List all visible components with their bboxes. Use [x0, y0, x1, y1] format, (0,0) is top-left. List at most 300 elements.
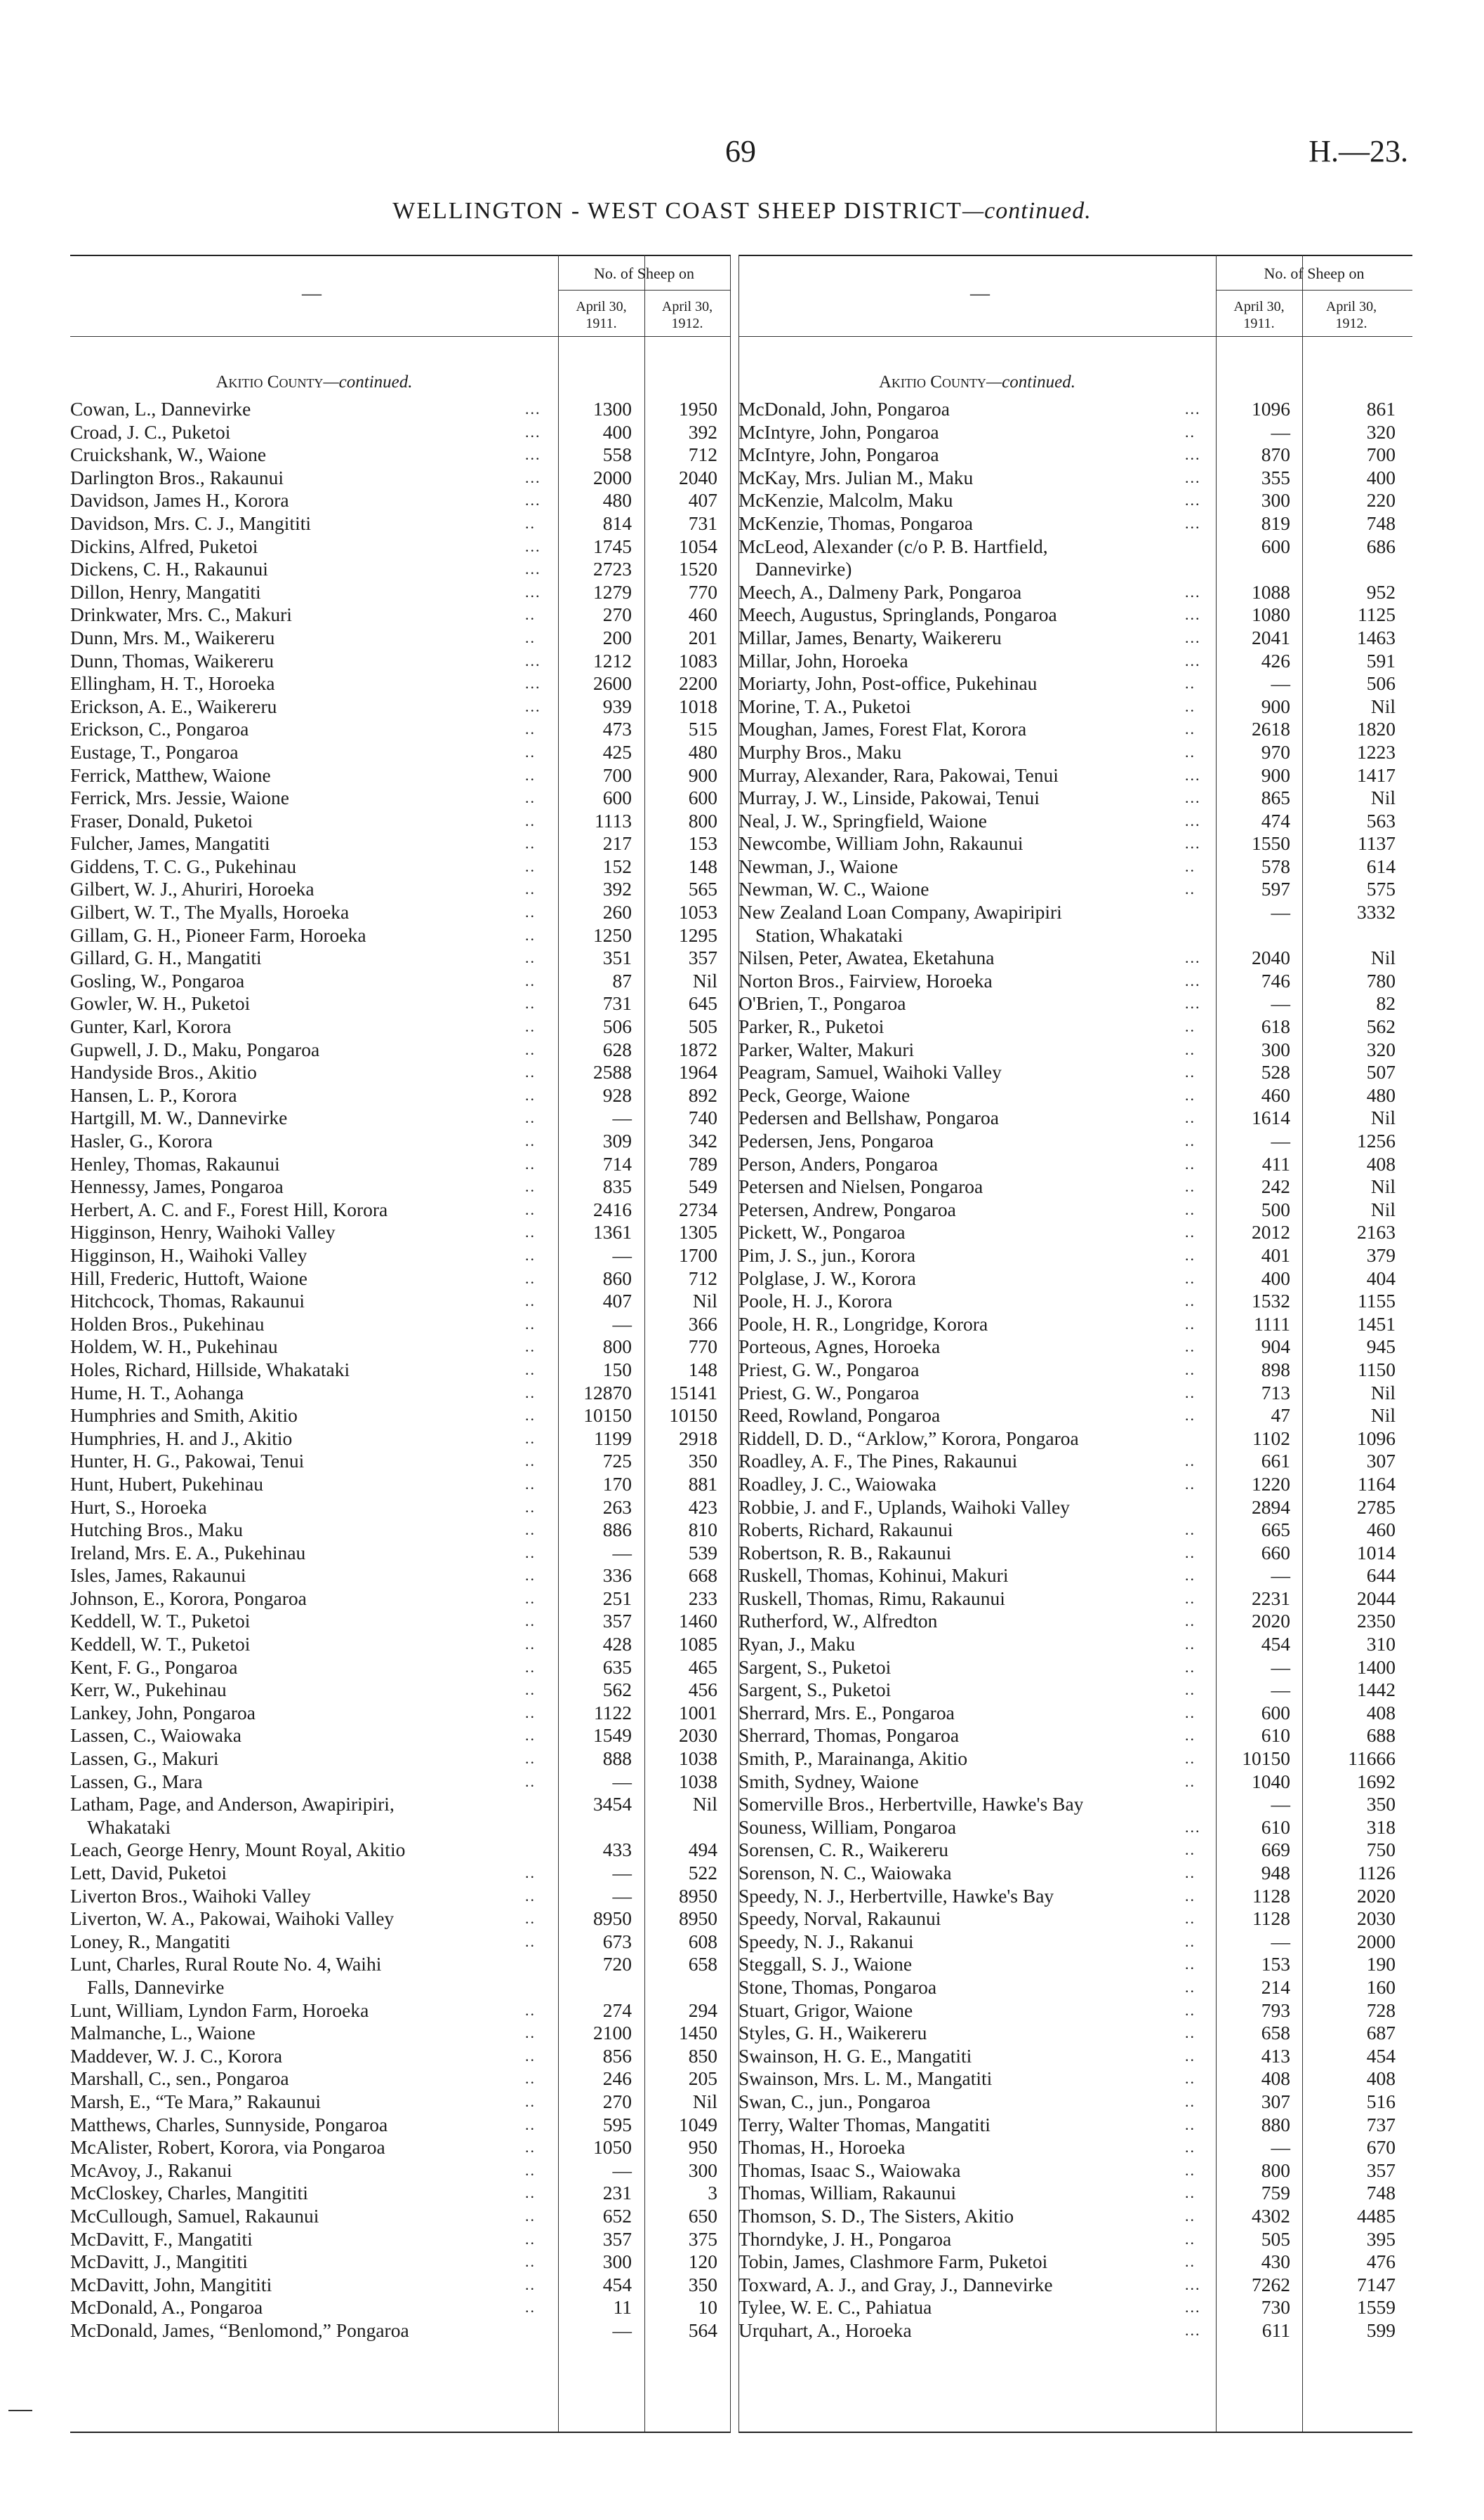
sheep-1912-value: Nil: [692, 2090, 717, 2112]
entry-name: Ireland, Mrs. E. A., Pukehinau: [70, 1541, 306, 1564]
table-row: [70, 1359, 730, 1382]
sheep-1911-value: 474: [1261, 809, 1290, 832]
leader-dots: ..: [525, 2001, 536, 2019]
entry-name: Lunt, Charles, Rural Route No. 4, Waihi: [70, 1953, 382, 1975]
sheep-1912-value: 7147: [1357, 2273, 1396, 2295]
sheep-1912-value: 1256: [1357, 1130, 1396, 1152]
sheep-1912-value: 850: [688, 2044, 717, 2067]
entry-name: Hurt, S., Horoeka: [70, 1495, 207, 1518]
table-row: [70, 1656, 730, 1679]
entry-name: Dillon, Henry, Mangatiti: [70, 580, 261, 603]
sheep-1912-value: 160: [1366, 1975, 1396, 1998]
sheep-1912-value: 686: [1366, 535, 1396, 557]
sheep-1911-value: 2231: [1252, 1587, 1290, 1609]
county-name: Akitio County: [878, 373, 986, 392]
entry-name: Riddell, D. D., “Arklow,” Korora, Pongaroa: [738, 1427, 1079, 1449]
sheep-1911-value: 628: [602, 1038, 632, 1060]
table-row: [70, 1999, 730, 2022]
sheep-1912-value: 1463: [1357, 626, 1396, 648]
sheep-1911-value: 2416: [593, 1198, 632, 1220]
sheep-1911-value: 355: [1261, 466, 1290, 488]
table-row: [738, 1771, 1412, 1794]
right-table: [738, 255, 1412, 2437]
sheep-1911-value: 270: [602, 604, 632, 626]
table-row: [70, 1244, 730, 1267]
table-row: [738, 2205, 1412, 2228]
sheep-1911-value: —: [1271, 1793, 1290, 1815]
entry-name: Pim, J. S., jun., Korora: [738, 1244, 916, 1266]
table-row: [70, 947, 730, 970]
table-row: [70, 398, 730, 421]
leader-dots: ..: [525, 1703, 536, 1721]
sheep-1911-value: 2012: [1252, 1221, 1290, 1244]
leader-dots: ..: [1185, 1841, 1195, 1859]
sheep-1912-value: 740: [688, 1107, 717, 1129]
leader-dots: ..: [525, 1246, 536, 1264]
sheep-1912-value: 2020: [1357, 1884, 1396, 1907]
sheep-1912-value: 294: [688, 1999, 717, 2021]
sheep-1911-value: 2020: [1252, 1610, 1290, 1632]
leader-dots: ..: [525, 971, 536, 989]
leader-dots: ..: [525, 2275, 536, 2293]
sheep-1912-value: 670: [1366, 2136, 1396, 2159]
sheep-1912-value: 2734: [679, 1198, 717, 1220]
sheep-1911-value: 713: [1261, 1381, 1290, 1404]
sheep-1912-value: 400: [1366, 466, 1396, 488]
leader-dots: ..: [525, 606, 536, 624]
table-row: [738, 2114, 1412, 2137]
sheep-1912-value: 505: [688, 1015, 717, 1038]
entry-name: Speedy, Norval, Rakaunui: [738, 1907, 941, 1930]
sheep-1911-value: 2040: [1252, 947, 1290, 969]
table-row: [738, 1382, 1412, 1405]
table-row: [738, 2067, 1412, 2091]
table-row: [70, 855, 730, 879]
leader-dots: ...: [1185, 400, 1201, 418]
sheep-1912-value: 454: [1366, 2044, 1396, 2067]
table-row: [738, 1564, 1412, 1587]
leader-dots: ..: [1185, 2092, 1195, 2110]
entry-name: Parker, R., Puketoi: [738, 1015, 885, 1038]
sheep-1912-value: 600: [688, 787, 717, 809]
sheep-1911-value: 4302: [1252, 2204, 1290, 2227]
sheep-1912-value: 1126: [1358, 1862, 1396, 1884]
leader-dots: ..: [525, 789, 536, 807]
entry-name: Maddever, W. J. C., Korora: [70, 2044, 283, 2067]
table-row: [738, 2296, 1412, 2319]
sheep-1912-value: 423: [688, 1495, 717, 1518]
table-row: [738, 650, 1412, 673]
sheep-1911-value: 217: [602, 832, 632, 855]
entry-name: Moughan, James, Forest Flat, Korora: [738, 718, 1027, 740]
sheep-1911-value: 300: [1261, 489, 1290, 512]
table-row: [70, 1587, 730, 1611]
sheep-1912-value: 1083: [679, 649, 717, 672]
entry-name: Peck, George, Waione: [738, 1084, 910, 1106]
sheep-1912-value: 1820: [1357, 718, 1396, 740]
entry-name: Marsh, E., “Te Mara,” Rakaunui: [70, 2090, 321, 2112]
table-row: [738, 810, 1412, 833]
sheep-1912-value: 945: [1366, 1335, 1396, 1358]
table-row: [738, 1702, 1412, 1725]
sheep-1912-value: 599: [1366, 2319, 1396, 2341]
leader-dots: ..: [1185, 742, 1195, 761]
sheep-1911-value: 246: [602, 2067, 632, 2090]
entry-name: Dannevirke): [755, 558, 852, 580]
table-row: [70, 2274, 730, 2297]
entry-name: McLeod, Alexander (c/o P. B. Hartfield,: [738, 535, 1048, 557]
table-row: [738, 741, 1412, 764]
sheep-1911-value: 635: [602, 1655, 632, 1678]
table-row: [738, 1015, 1412, 1039]
sheep-1911-value: —: [1271, 1930, 1290, 1952]
sheep-1911-value: 714: [602, 1152, 632, 1175]
entry-name: Holdem, W. H., Pukehinau: [70, 1335, 278, 1358]
table-row: [70, 832, 730, 855]
leader-dots: ...: [1185, 994, 1201, 1013]
col-1911-line1: April 30,: [1233, 299, 1285, 314]
entry-name: Gillam, G. H., Pioneer Farm, Horoeka: [70, 924, 366, 946]
sheep-1912-value: 1049: [679, 2113, 717, 2135]
leader-dots: ...: [1185, 491, 1201, 509]
sheep-1911-value: 1614: [1252, 1107, 1290, 1129]
entry-name: Steggall, S. J., Waione: [738, 1953, 913, 1975]
leader-dots: ...: [525, 674, 541, 693]
sheep-1912-value: 507: [1366, 1061, 1396, 1084]
leader-dots: ..: [1185, 1452, 1195, 1470]
table-row: [70, 1382, 730, 1405]
sheep-1912-value: 564: [688, 2319, 717, 2341]
sheep-1911-value: 231: [602, 2182, 632, 2204]
sheep-1912-value: 1150: [1358, 1358, 1396, 1380]
table-row: [738, 1473, 1412, 1496]
sheep-1911-value: 411: [1261, 1152, 1290, 1175]
leader-dots: ..: [525, 2229, 536, 2248]
sheep-1911-value: 428: [602, 1633, 632, 1655]
entry-name: Rutherford, W., Alfredton: [738, 1610, 938, 1632]
sheep-1912-value: 770: [688, 580, 717, 603]
sheep-1911-value: 425: [602, 740, 632, 763]
sheep-1911-value: 392: [602, 878, 632, 900]
table-row: [738, 1359, 1412, 1382]
table-row: [70, 627, 730, 650]
table-row: [738, 2319, 1412, 2342]
table-row: [70, 810, 730, 833]
table-row: [70, 672, 730, 695]
table-row: [738, 1519, 1412, 1542]
entry-name: McDonald, A., Pongaroa: [70, 2296, 263, 2319]
entry-name: Liverton, W. A., Pakowai, Waihoki Valley: [70, 1907, 395, 1930]
table-row: [738, 1587, 1412, 1611]
entry-name: Hunt, Hubert, Pukehinau: [70, 1472, 263, 1495]
leader-dots: ..: [525, 2092, 536, 2110]
entry-name: Thomas, William, Rakaunui: [738, 2182, 957, 2204]
sheep-1912-value: 375: [688, 2227, 717, 2250]
sheep-1911-value: 1279: [593, 580, 632, 603]
leader-dots: ..: [1185, 1292, 1195, 1310]
table-row: [738, 1061, 1412, 1084]
sheep-1912-value: 1417: [1357, 764, 1396, 786]
leader-dots: ...: [525, 446, 541, 464]
leader-dots: ..: [1185, 697, 1195, 715]
table-row: [738, 1107, 1412, 1130]
sheep-1912-value: 780: [1366, 969, 1396, 992]
sheep-1912-value: 608: [688, 1930, 717, 1952]
sheep-1911-value: 610: [1261, 1815, 1290, 1838]
entry-name: Drinkwater, Mrs. C., Makuri: [70, 604, 292, 626]
leader-dots: ...: [1185, 651, 1201, 669]
entry-name: Tobin, James, Clashmore Farm, Puketoi: [738, 2251, 1048, 2273]
county-suffix: —continued.: [323, 373, 413, 392]
table-row: [70, 2022, 730, 2045]
table-row: [738, 855, 1412, 879]
sheep-1912-value: 1442: [1357, 1679, 1396, 1701]
leader-dots: ..: [1185, 1246, 1195, 1264]
sheep-1911-value: 2600: [593, 672, 632, 695]
leader-dots: ..: [525, 1772, 536, 1790]
sheep-1911-value: 200: [602, 626, 632, 648]
entry-name: Hennessy, James, Pongaroa: [70, 1175, 284, 1198]
entry-name: Roadley, A. F., The Pines, Rakaunui: [738, 1450, 1018, 1472]
sheep-1911-value: 562: [602, 1679, 632, 1701]
leader-dots: ..: [1185, 1086, 1195, 1104]
leader-dots: ..: [1185, 720, 1195, 738]
sheep-1912-value: 82: [1376, 992, 1396, 1015]
entry-name: Darlington Bros., Rakaunui: [70, 466, 284, 488]
table-row: [70, 878, 730, 901]
table-row: [738, 695, 1412, 719]
entry-name: Croad, J. C., Puketoi: [70, 420, 231, 443]
leader-dots: ..: [1185, 1360, 1195, 1378]
sheep-1911-value: 47: [1271, 1404, 1290, 1427]
sheep-1911-value: 251: [602, 1587, 632, 1609]
sheep-1912-value: 2030: [679, 1724, 717, 1747]
sheep-1911-value: 759: [1261, 2182, 1290, 2204]
leader-dots: ..: [525, 2138, 536, 2156]
entry-name: Ferrick, Mrs. Jessie, Waione: [70, 787, 289, 809]
sheep-1912-value: 737: [1366, 2113, 1396, 2135]
sheep-1912-value: 408: [1366, 1152, 1396, 1175]
sheep-1911-value: 2723: [593, 558, 632, 580]
sheep-1912-value: 516: [1366, 2090, 1396, 2112]
sheep-1912-value: 350: [1366, 1793, 1396, 1815]
entry-name: Gosling, W., Pongaroa: [70, 969, 245, 992]
sheep-1911-value: 1128: [1252, 1907, 1290, 1930]
sheep-1912-value: 565: [688, 878, 717, 900]
sheep-1911-value: 661: [1261, 1450, 1290, 1472]
leader-dots: ..: [525, 1886, 536, 1905]
table-row: [70, 650, 730, 673]
sheep-1912-value: 2350: [1357, 1610, 1396, 1632]
entry-name: McIntyre, John, Pongaroa: [738, 420, 939, 443]
table-row: [70, 2067, 730, 2091]
entry-name: Lassen, C., Waiowaka: [70, 1724, 241, 1747]
table-row: [738, 1450, 1412, 1473]
entry-name: Cowan, L., Dannevirke: [70, 398, 251, 420]
table-row: [738, 535, 1412, 559]
sheep-1911-value: 1220: [1252, 1472, 1290, 1495]
table-row: [70, 1084, 730, 1107]
leader-dots: ..: [1185, 1566, 1195, 1585]
table-row: [70, 1290, 730, 1313]
sheep-1911-value: —: [1271, 1130, 1290, 1152]
sheep-1912-value: Nil: [692, 1290, 717, 1312]
entry-name: Robertson, R. B., Rakaunui: [738, 1541, 952, 1564]
sheep-1912-value: Nil: [1370, 695, 1396, 717]
table-row: [70, 1976, 730, 1999]
leader-dots: ..: [525, 1864, 536, 1881]
sheep-1911-value: —: [612, 1770, 632, 1792]
entry-name: Petersen, Andrew, Pongaroa: [738, 1198, 956, 1220]
sheep-1911-value: 1080: [1252, 604, 1290, 626]
entry-name: Parker, Walter, Makuri: [738, 1038, 915, 1060]
sheep-1911-value: 2618: [1252, 718, 1290, 740]
leader-dots: ..: [1185, 1178, 1195, 1196]
table-row: [738, 2136, 1412, 2159]
sheep-1912-value: 1450: [679, 2022, 717, 2044]
entry-name: Hunter, H. G., Pakowai, Tenui: [70, 1450, 305, 1472]
sheep-1912-value: 952: [1366, 580, 1396, 603]
sheep-1912-value: 1053: [679, 901, 717, 924]
sheep-1911-value: 433: [602, 1839, 632, 1861]
leader-dots: ..: [525, 811, 536, 829]
entry-name: Ruskell, Thomas, Kohinui, Makuri: [738, 1564, 1009, 1587]
entry-name: Poole, H. J., Korora: [738, 1290, 893, 1312]
sheep-1912-value: 4485: [1357, 2204, 1396, 2227]
entry-name: McDavitt, J., Mangititi: [70, 2251, 248, 2273]
table-row: [70, 1633, 730, 1656]
leader-dots: ..: [1185, 1223, 1195, 1241]
sheep-1911-value: 505: [1261, 2227, 1290, 2250]
sheep-1912-value: 2000: [1357, 1930, 1396, 1952]
table-header: [70, 255, 730, 353]
sheep-1911-value: 3454: [593, 1793, 632, 1815]
sheep-1912-value: 1054: [679, 535, 717, 557]
sheep-1911-value: —: [612, 2159, 632, 2181]
sheep-1912-value: 3332: [1357, 901, 1396, 924]
table-row: [738, 1976, 1412, 1999]
sheep-1911-value: 300: [1261, 1038, 1290, 1060]
table-row: [738, 787, 1412, 810]
entry-name: Hansen, L. P., Korora: [70, 1084, 237, 1106]
entry-name: Henley, Thomas, Rakaunui: [70, 1152, 280, 1175]
entry-name: Roberts, Richard, Rakaunui: [738, 1519, 953, 1541]
table-row: [70, 1816, 730, 1839]
sheep-1912-value: 220: [1366, 489, 1396, 512]
leader-dots: ..: [525, 1109, 536, 1127]
entry-name: Gunter, Karl, Korora: [70, 1015, 232, 1038]
leader-dots: ..: [1185, 1955, 1195, 1973]
sheep-1912-value: 1451: [1357, 1312, 1396, 1335]
sheep-1911-value: 413: [1261, 2044, 1290, 2067]
sheep-1912-value: 2785: [1357, 1495, 1396, 1518]
sheep-1911-value: 500: [1261, 1198, 1290, 1220]
table-row: [70, 1267, 730, 1291]
leader-dots: ..: [1185, 1681, 1195, 1699]
table-row: [70, 1404, 730, 1427]
leader-dots: ..: [1185, 1864, 1195, 1881]
sheep-1912-value: 549: [688, 1175, 717, 1198]
sheep-1911-value: —: [1271, 672, 1290, 695]
leader-dots: ..: [525, 2184, 536, 2202]
sheep-1911-value: 800: [602, 1335, 632, 1358]
sheep-1911-value: 214: [1261, 1975, 1290, 1998]
entry-name: McKenzie, Thomas, Pongaroa: [738, 512, 973, 534]
table-row: [70, 1473, 730, 1496]
sheep-1912-value: 201: [688, 626, 717, 648]
leader-dots: ..: [525, 1452, 536, 1470]
header-rule: [738, 336, 1412, 337]
col-1911-header: [1216, 298, 1302, 332]
entry-name: Lankey, John, Pongaroa: [70, 1701, 256, 1724]
sheep-1911-value: —: [1271, 1564, 1290, 1587]
leader-dots: ..: [1185, 2115, 1195, 2133]
entry-name: Davidson, James H., Korora: [70, 489, 289, 512]
entry-name: Gilbert, W. T., The Myalls, Horoeka: [70, 901, 350, 924]
sheep-1912-value: 460: [688, 604, 717, 626]
sheep-1912-value: 494: [688, 1839, 717, 1861]
table-row: [738, 627, 1412, 650]
leader-dots: ...: [525, 651, 541, 669]
table-row: [738, 1244, 1412, 1267]
sheep-1911-value: 970: [1261, 740, 1290, 763]
leader-dots: ..: [525, 1521, 536, 1539]
table-row: [70, 1771, 730, 1794]
header-rule: [70, 336, 730, 337]
table-row: [70, 1931, 730, 1954]
table-row: [738, 1953, 1412, 1976]
entry-name: Pickett, W., Pongaroa: [738, 1221, 906, 1244]
sheep-1912-value: 892: [688, 1084, 717, 1106]
group-rule: [1216, 290, 1412, 291]
entry-name: Robbie, J. and F., Uplands, Waihoki Valley: [738, 1495, 1070, 1518]
leader-dots: ..: [1185, 1383, 1195, 1401]
leader-dots: ..: [525, 720, 536, 738]
entry-name: Keddell, W. T., Puketoi: [70, 1633, 251, 1655]
entry-name: Malmanche, L., Waione: [70, 2022, 256, 2044]
leader-dots: ..: [1185, 1772, 1195, 1790]
sheep-1911-value: —: [1271, 2136, 1290, 2159]
leader-dots: ...: [1185, 971, 1201, 989]
leader-dots: ..: [525, 1200, 536, 1218]
table-row: [70, 558, 730, 581]
leader-dots: ..: [525, 1018, 536, 1036]
table-row: [70, 467, 730, 490]
leader-dots: ...: [1185, 2275, 1201, 2293]
sheep-1912-value: 800: [688, 809, 717, 832]
sheep-1912-value: 1137: [1358, 832, 1396, 855]
sheep-1911-value: 357: [602, 2227, 632, 2250]
sheep-1912-value: 460: [1366, 1519, 1396, 1541]
leader-dots: ..: [1185, 1749, 1195, 1768]
sheep-1912-value: 1964: [679, 1061, 717, 1084]
leader-dots: ..: [525, 1429, 536, 1447]
table-row: [738, 1793, 1412, 1816]
sheep-1911-value: 928: [602, 1084, 632, 1106]
sheep-1912-value: 1559: [1357, 2296, 1396, 2319]
table-row: [70, 901, 730, 924]
sheep-1912-value: 575: [1366, 878, 1396, 900]
table-row: [738, 1656, 1412, 1679]
entry-name: McIntyre, John, Pongaroa: [738, 444, 939, 466]
sheep-1911-value: 597: [1261, 878, 1290, 900]
entry-name: Porteous, Agnes, Horoeka: [738, 1335, 941, 1358]
entry-name: Stuart, Grigor, Waione: [738, 1999, 913, 2021]
sheep-1911-value: 800: [1261, 2159, 1290, 2181]
table-row: [738, 764, 1412, 787]
sheep-1911-value: 731: [602, 992, 632, 1015]
sheep-1912-value: 789: [688, 1152, 717, 1175]
